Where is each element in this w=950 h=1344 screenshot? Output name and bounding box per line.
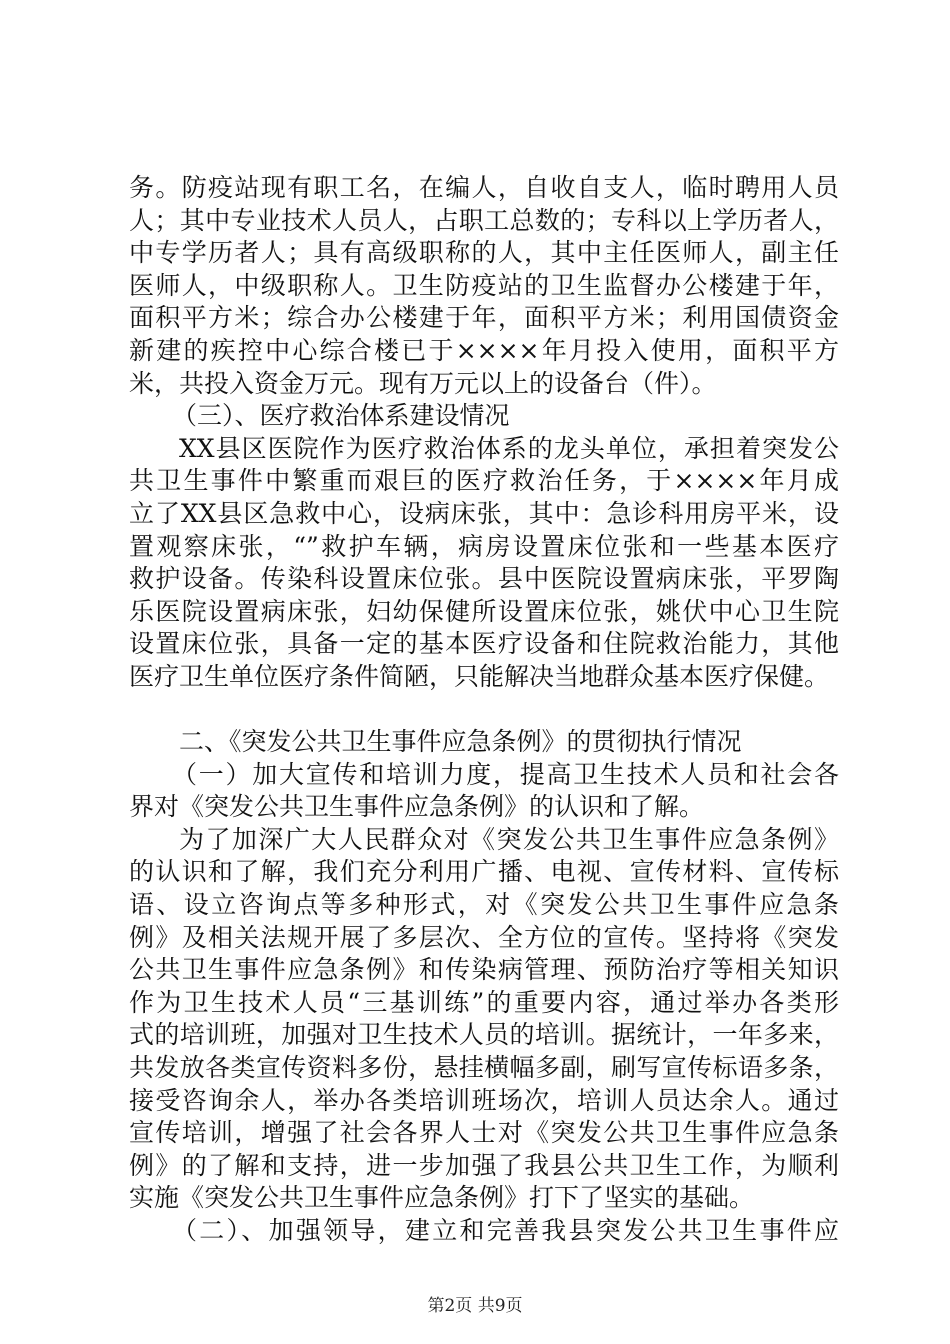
text-line: 例》及相关法规开展了多层次、全方位的宣传。坚持将《突发 [129,922,839,952]
text-line: 公共卫生事件应急条例》和传染病管理、预防治疗等相关知识 [129,955,839,985]
text-line: 救护设备。传染科设置床位张。县中医院设置病床张，平罗陶 [129,564,839,594]
text-line: XX县区医院作为医疗救治体系的龙头单位，承担着突发公 [179,433,839,463]
text-line: 乐医院设置病床张，妇幼保健所设置床位张，姚伏中心卫生院 [129,596,839,626]
text-line: 面积平方米；综合办公楼建于年，面积平方米；利用国债资金 [129,303,839,333]
text-line: 式的培训班，加强对卫生技术人员的培训。据统计，一年多来， [129,1020,839,1050]
text-line: 米，共投入资金万元。现有万元以上的设备台（件）。 [129,368,717,398]
text-line: 务。防疫站现有职工名，在编人，自收自支人，临时聘用人员 [129,173,839,202]
text-line: 作为卫生技术人员“三基训练”的重要内容，通过举办各类形 [129,987,839,1017]
page-footer: 第2页 共9页 [427,1296,523,1316]
text-line: 界对《突发公共卫生事件应急条例》的认识和了解。 [129,792,705,822]
text-line: 共发放各类宣传资料多份，悬挂横幅多副，刷写宣传标语多条， [129,1053,839,1083]
text-line: 为了加深广大人民群众对《突发公共卫生事件应急条例》 [179,824,839,854]
text-line: （一）加大宣传和培训力度，提高卫生技术人员和社会各 [172,759,839,789]
blank-line [129,694,839,727]
text-line: （二）、加强领导，建立和完善我县突发公共卫生事件应 [172,1216,839,1245]
text-line: 语、设立咨询点等多种形式，对《突发公共卫生事件应急条 [129,890,839,920]
text-line: 实施《突发公共卫生事件应急条例》打下了坚实的基础。 [129,1183,755,1213]
document-body [129,172,839,1248]
text-line: 医师人，中级职称人。卫生防疫站的卫生监督办公楼建于年， [129,270,839,300]
text-line: 医疗卫生单位医疗条件简陋，只能解决当地群众基本医疗保健。 [129,661,830,691]
text-line: 置观察床张，“”救护车辆，病房设置床位张和一些基本医疗 [129,531,839,561]
text-line: （三）、医疗救治体系建设情况 [172,401,510,431]
text-line: 人；其中专业技术人员人，占职工总数的；专科以上学历者人， [129,205,839,235]
text-line: 的认识和了解，我们充分利用广播、电视、宣传材料、宣传标 [129,857,839,887]
text-line: 中专学历者人；具有高级职称的人，其中主任医师人，副主任 [129,238,839,268]
text-line: 例》的了解和支持，进一步加强了我县公共卫生工作，为顺利 [129,1150,839,1180]
text-line: 接受咨询余人，举办各类培训班场次，培训人员达余人。通过 [129,1085,839,1115]
text-line: 立了XX县区急救中心，设病床张，其中：急诊科用房平米，设 [129,498,839,528]
text-line: 新建的疾控中心综合楼已于××××年月投入使用，面积平方 [129,335,839,365]
text-line: 宣传培训，增强了社会各界人士对《突发公共卫生事件应急条 [129,1118,839,1148]
text-line: 二、《突发公共卫生事件应急条例》的贯彻执行情况 [179,727,742,757]
text-line: 设置床位张，具备一定的基本医疗设备和住院救治能力，其他 [129,629,839,659]
text-line: 共卫生事件中繁重而艰巨的医疗救治任务，于××××年月成 [129,466,839,496]
